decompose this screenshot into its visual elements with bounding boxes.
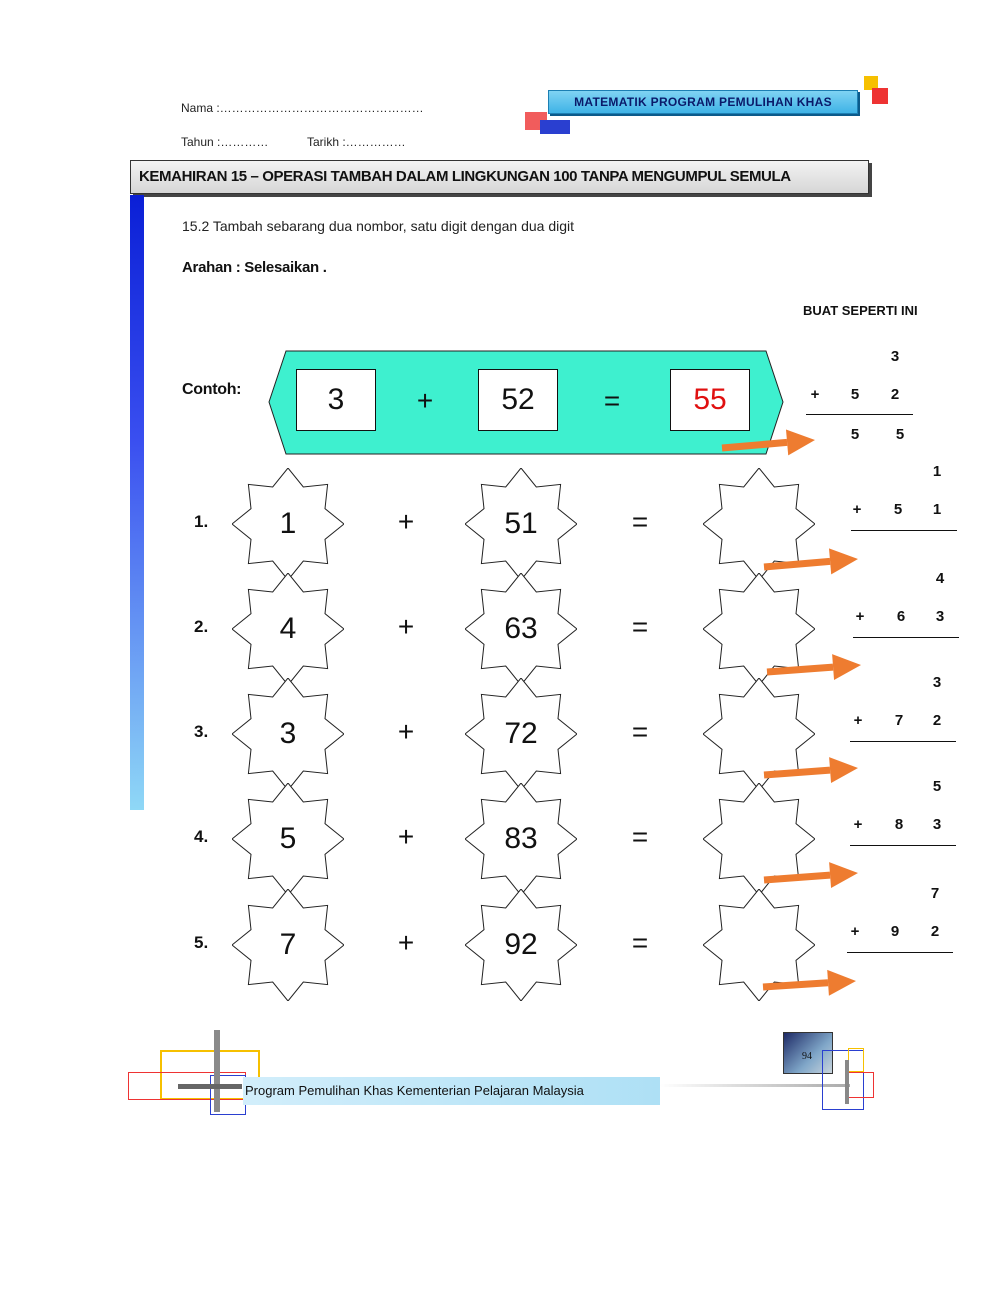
- vertical-plus: +: [853, 712, 863, 729]
- question-addend-2-value: 63: [504, 612, 538, 645]
- example-label: Contoh:: [182, 381, 242, 398]
- question-number: 3.: [194, 722, 209, 741]
- instruction: Arahan : Selesaikan .: [182, 259, 327, 276]
- question-addend-1-value: 5: [279, 822, 297, 855]
- example-addend-1: 3: [296, 369, 376, 431]
- example-hint: BUAT SEPERTI INI: [803, 303, 918, 318]
- arrow-head: [786, 429, 815, 455]
- question-equals: =: [631, 611, 649, 642]
- nama-field-label: Nama :……………………………………………: [181, 101, 424, 115]
- vertical-ones-digit: 3: [932, 816, 942, 833]
- question-addend-2-value: 51: [504, 507, 538, 540]
- question-addend-1-value: 7: [279, 928, 297, 961]
- footer-decor-vline-right: [845, 1060, 849, 1104]
- vertical-ones-digit: 2: [930, 923, 940, 940]
- example-v-plus: +: [810, 386, 820, 403]
- arrow-head: [829, 757, 858, 783]
- vertical-top-digit: 5: [932, 778, 942, 795]
- footer-decor-red-right: [848, 1072, 874, 1098]
- vertical-tens-digit: 5: [893, 501, 903, 518]
- example-v-res-tens: 5: [850, 426, 860, 443]
- question-number: 4.: [194, 827, 209, 846]
- vertical-top-digit: 7: [930, 885, 940, 902]
- vertical-top-digit: 1: [932, 463, 942, 480]
- example-v-tens: 5: [850, 386, 860, 403]
- vertical-plus: +: [852, 501, 862, 518]
- question-equals: =: [631, 506, 649, 537]
- question-equals: =: [631, 716, 649, 747]
- vertical-ones-digit: 2: [932, 712, 942, 729]
- arrow-shaft: [764, 770, 830, 775]
- tarikh-field-label: Tarikh :……………: [307, 135, 406, 149]
- question-addend-2-value: 92: [504, 928, 538, 961]
- example-addend-2: 52: [478, 369, 558, 431]
- footer-decor-yellow-right: [848, 1048, 864, 1072]
- question-number: 2.: [194, 617, 209, 636]
- vertical-tens-digit: 8: [894, 816, 904, 833]
- question-plus: +: [397, 611, 415, 642]
- arrow-shaft: [767, 667, 833, 672]
- example-v-top: 3: [890, 348, 900, 365]
- vertical-top-digit: 3: [932, 674, 942, 691]
- question-plus: +: [397, 716, 415, 747]
- arrow-shaft: [764, 875, 830, 880]
- vertical-ones-digit: 1: [932, 501, 942, 518]
- question-plus: +: [397, 506, 415, 537]
- skill-title: KEMAHIRAN 15 – OPERASI TAMBAH DALAM LINGKUNGAN 100 TANPA MENGUMPUL SEMULA: [139, 168, 791, 185]
- vertical-top-digit: 4: [935, 570, 945, 587]
- question-number: 1.: [194, 512, 209, 531]
- page-number: 94: [802, 1051, 812, 1062]
- question-plus: +: [397, 821, 415, 852]
- example-v-ones: 2: [890, 386, 900, 403]
- question-equals: =: [631, 821, 649, 852]
- arrow-head: [829, 862, 858, 888]
- footer-decor-vline: [214, 1030, 220, 1112]
- footer-bar: [243, 1077, 660, 1105]
- question-addend-2-value: 72: [504, 717, 538, 750]
- example-v-res-ones: 5: [895, 426, 905, 443]
- program-banner-text: MATEMATIK PROGRAM PEMULIHAN KHAS: [574, 95, 832, 109]
- footer-text: Program Pemulihan Khas Kementerian Pelajaran Malaysia: [245, 1083, 584, 1098]
- question-addend-1-value: 3: [279, 717, 297, 750]
- question-addend-2-value: 83: [504, 822, 538, 855]
- footer-decor-hline: [178, 1084, 242, 1089]
- subtitle: 15.2 Tambah sebarang dua nombor, satu digit dengan dua digit: [182, 218, 575, 234]
- question-equals: =: [631, 927, 649, 958]
- example-answer: 55: [670, 369, 750, 431]
- question-addend-1-value: 1: [279, 507, 297, 540]
- arrow-head: [832, 654, 861, 680]
- vertical-tens-digit: 9: [890, 923, 900, 940]
- question-plus: +: [397, 927, 415, 958]
- question-addend-1-value: 4: [279, 612, 297, 645]
- tahun-field-label: Tahun :…………: [181, 135, 269, 149]
- vertical-plus: +: [853, 816, 863, 833]
- arrow-head: [827, 970, 856, 996]
- vertical-tens-digit: 7: [894, 712, 904, 729]
- vertical-plus: +: [850, 923, 860, 940]
- arrow-head: [829, 548, 858, 574]
- arrow-shaft: [763, 983, 828, 987]
- arrow-shaft: [764, 561, 830, 567]
- arrow-shaft: [722, 442, 787, 448]
- example-equals: =: [603, 385, 621, 416]
- question-number: 5.: [194, 933, 209, 952]
- vertical-plus: +: [855, 608, 865, 625]
- vertical-tens-digit: 6: [896, 608, 906, 625]
- example-plus: +: [416, 385, 434, 416]
- vertical-ones-digit: 3: [935, 608, 945, 625]
